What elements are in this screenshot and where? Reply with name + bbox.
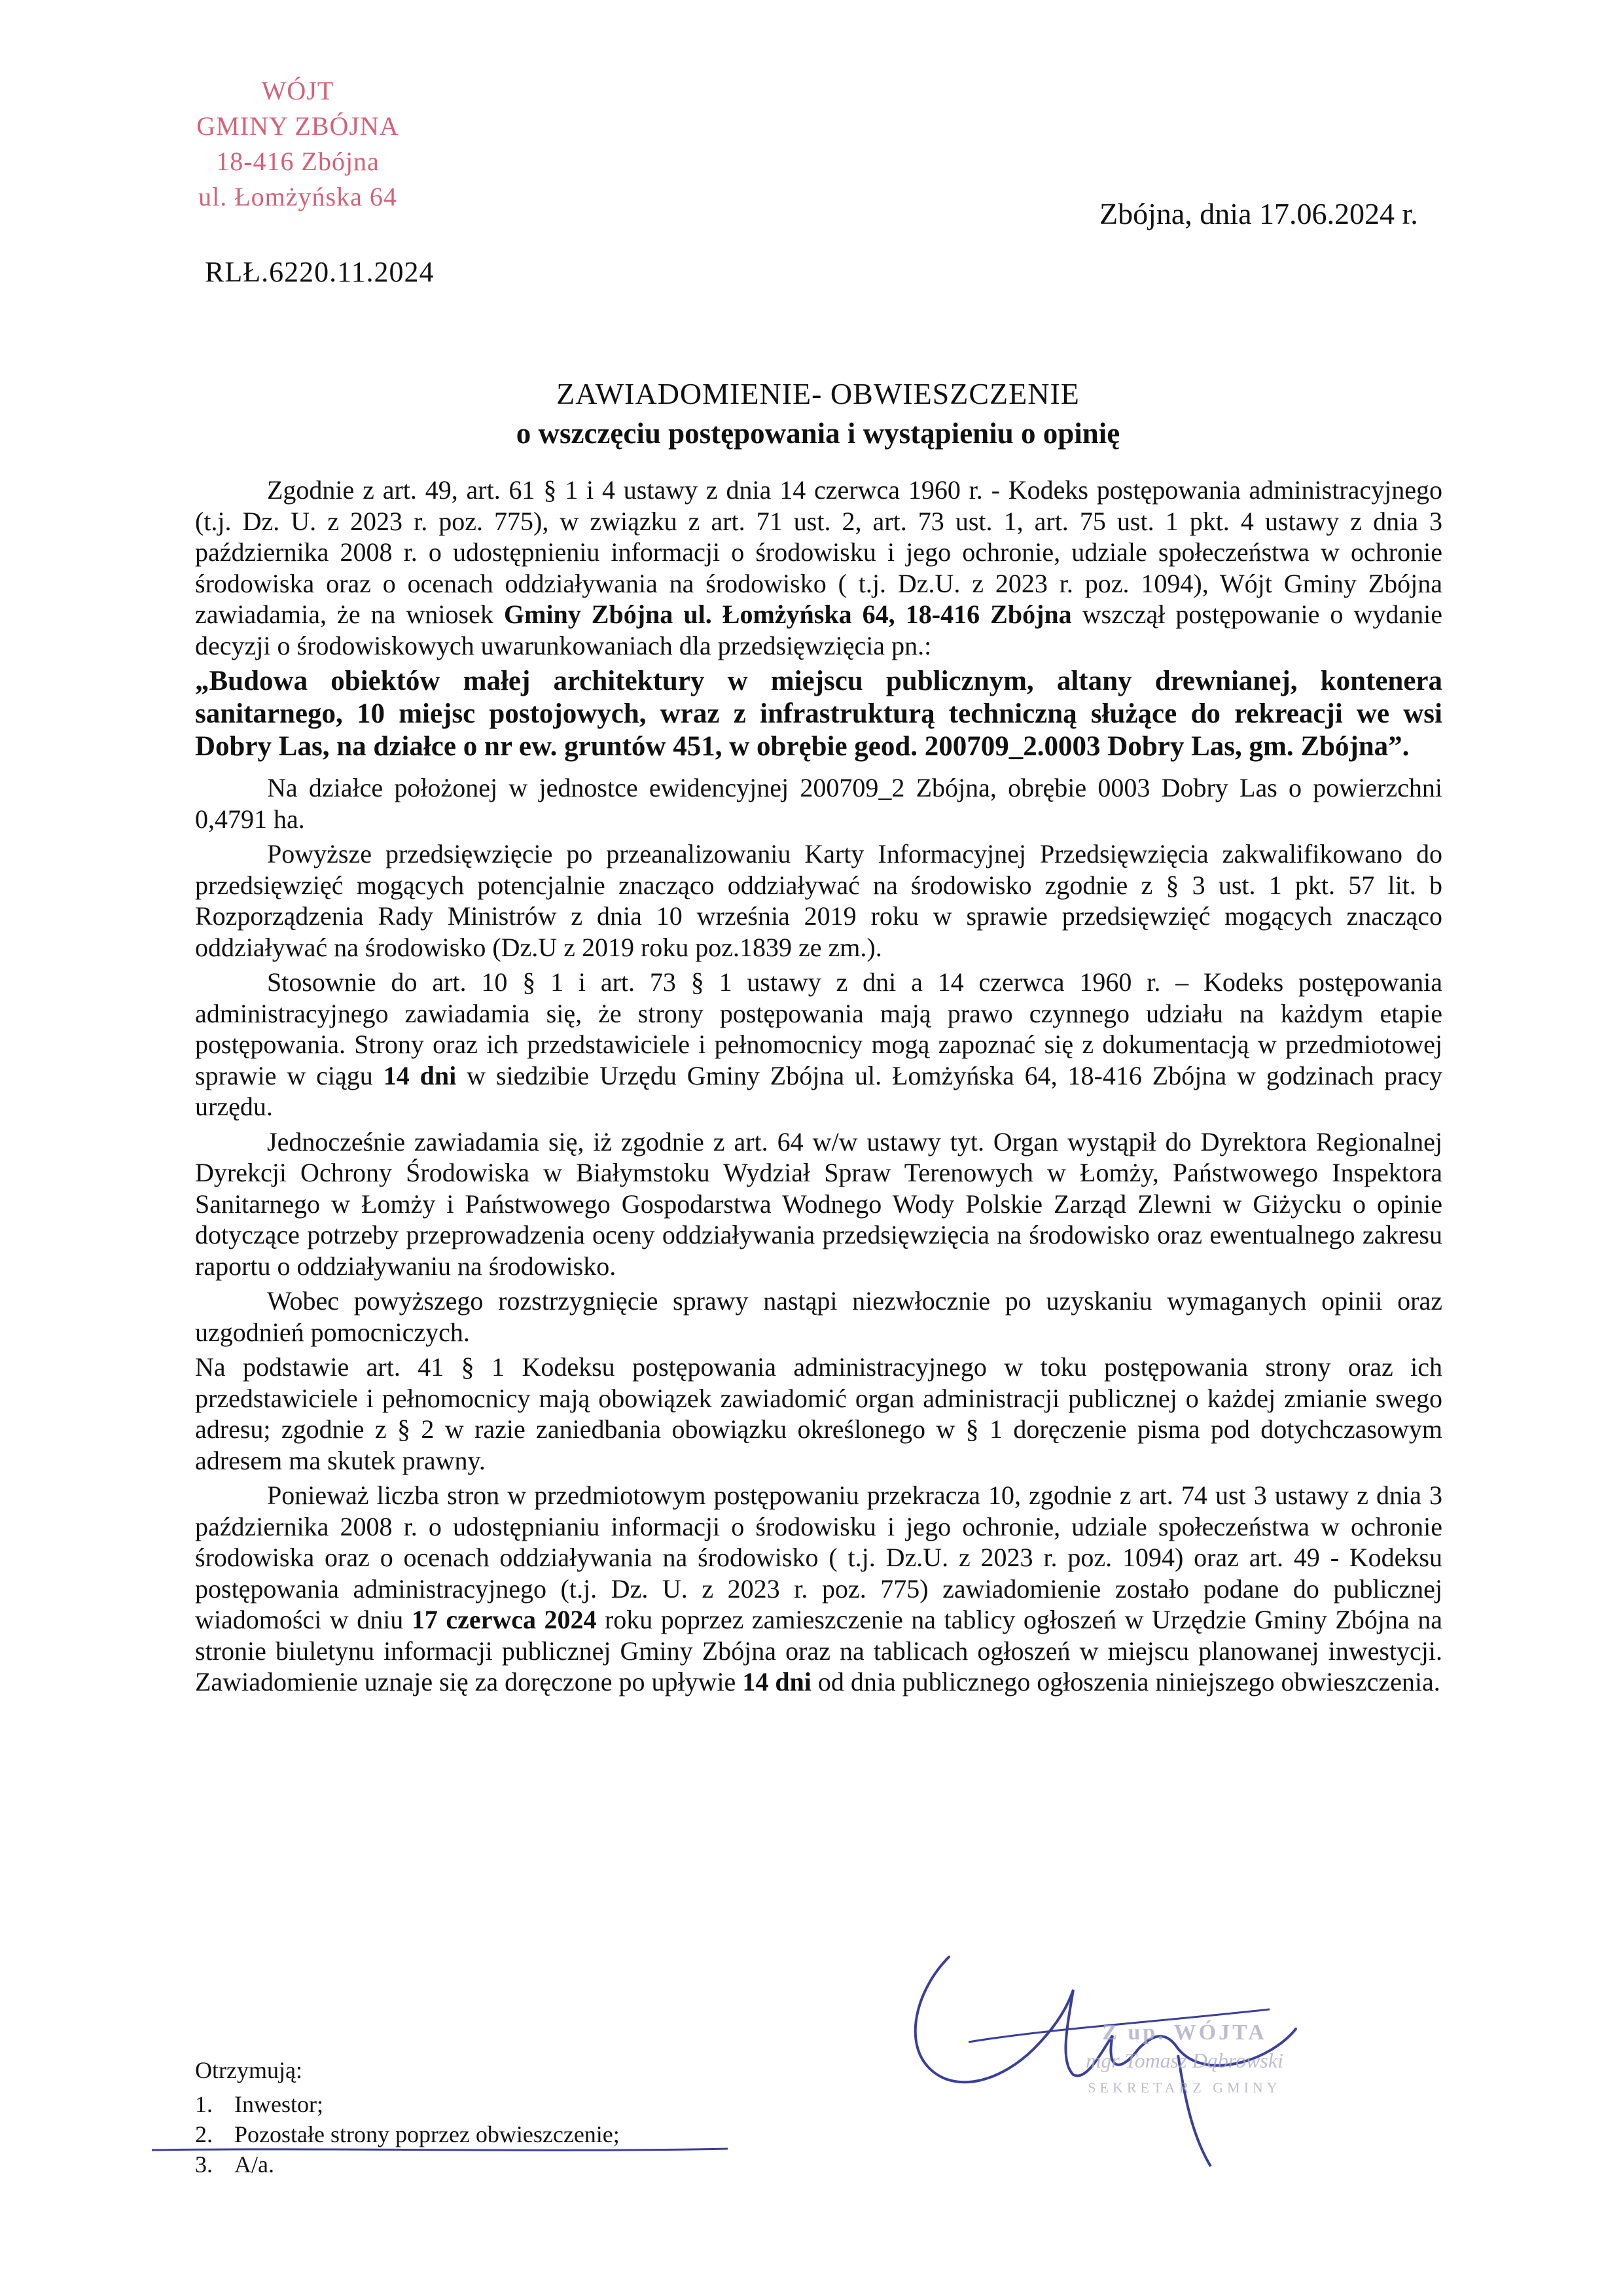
- deadline-bold: 14 dni: [383, 1060, 457, 1090]
- paragraph-plot: Na działce położonej w jednostce ewidencyjnej 200709_2 Zbójna, obrębie 0003 Dobry Las o powierzchni 0,4791 ha.: [195, 773, 1442, 834]
- text-run: Zgodnie z art. 49, art. 61 § 1 i 4 ustawy z dnia 14 czerwca 1960 r. - Kodeks postępowania administracyjnego (t.j. Dz. U. z 2023 r. poz. 775), w związku z art. 71 ust. 2, art. 73 ust. 1, art. 75 ust. 1 pkt. 4 ustawy z dnia 3 października 2008 r. o udostępnieniu informacji o środowisku i jego ochronie, udziale społeczeństwa w ochronie środowiska oraz o ocenach oddziaływania na środowisko ( t.j. Dz.U. z 2023 r. poz. 1094), Wójt Gminy Zbójna zawiadamia, że na wniosek: [195, 475, 1442, 629]
- text-run: w siedzibie Urzędu Gminy Zbójna ul. Łomżyńska 64, 18-416 Zbójna w godzinach pracy urzędu.: [195, 1060, 1442, 1121]
- recipients-block: [195, 2055, 620, 2179]
- deadline-bold: 14 dni: [742, 1667, 812, 1696]
- paragraph-publication: [195, 1480, 1442, 1698]
- document-date: Zbójna, dnia 17.06.2024 r.: [1099, 197, 1418, 230]
- item-text: Pozostałe strony poprzez obwieszczenie;: [234, 2121, 620, 2147]
- project-subject: „Budowa obiektów małej architektury w miejscu publicznym, altany drewnianej, kontenera sanitarnego, 10 miejsc postojowych, wraz z infrastrukturą techniczną służące do rekreacji we wsi Dobry Las, na działce o nr ew. gruntów 451, w obrębie geod. 200709_2.0003 Dobry Las, gm. Zbójna”.: [195, 666, 1442, 762]
- office-stamp: [167, 73, 429, 215]
- recipients-heading: Otrzymują:: [195, 2057, 302, 2083]
- item-number: 3.: [195, 2151, 213, 2178]
- recipients-list: [195, 2089, 620, 2179]
- item-number: 2.: [195, 2121, 213, 2147]
- paragraph-legal-basis: [195, 475, 1442, 661]
- signature-stamp: [1047, 2019, 1322, 2102]
- paragraph-opinions: Jednocześnie zawiadamia się, iż zgodnie z art. 64 w/w ustawy tyt. Organ wystąpił do Dyrektora Regionalnej Dyrekcji Ochrony Środowiska w Białymstoku Wydział Spraw Terenowych w Łomży, Państwowego Inspektora Sanitarnego w Łomży i Państwowego Gospodarstwa Wodnego Wody Polskie Zarząd Zlewni w Giżycku o opinie dotyczące potrzeby przeprowadzenia oceny oddziaływania przedsięwzięcia na środowisko oraz ewentualnego zakresu raportu o oddziaływaniu na środowisko.: [195, 1126, 1442, 1281]
- title-sub: o wszczęciu postępowania i wystąpieniu o opinię: [516, 417, 1120, 450]
- title-main: ZAWIADOMIENIE- OBWIESZCZENIE: [556, 377, 1080, 410]
- stamp-line-1: WÓJT: [261, 76, 334, 105]
- paragraph-rights: [195, 967, 1442, 1122]
- paragraph-address-change: Na podstawie art. 41 § 1 Kodeksu postępowania administracyjnego w toku postępowania strony oraz ich przedstawiciele i pełnomocnicy mają obowiązek zawiadomić organ administracji publicznej o każdej zmianie swego adresu; zgodnie z § 2 w razie zaniedbania obowiązku określonego w § 1 doręczenie pisma pod dotychczasowym adresem ma skutek prawny.: [195, 1352, 1442, 1475]
- signature-stamp-line-1: Z up. WÓJTA: [1102, 2020, 1267, 2045]
- handwritten-underline: [152, 2144, 741, 2160]
- text-run: Ponieważ liczba stron w przedmiotowym postępowaniu przekracza 10, zgodnie z art. 74 ust 3 ustawy z dnia 3 października 2008 r. o udostępnianiu informacji o środowisku i jego ochronie, udziale społeczeństwa w ochronie środowiska oraz o ocenach oddziaływania na środowisko ( t.j. Dz.U. z 2023 r. poz. 1094) oraz art. 49 - Kodeksu postępowania administracyjnego (t.j. Dz. U. z 2023 r. poz. 775) zawiadomienie zostało podane do publicznej wiadomości w dniu: [195, 1480, 1442, 1634]
- publication-date-bold: 17 czerwca 2024: [411, 1605, 597, 1634]
- item-text: A/a.: [234, 2151, 274, 2178]
- document-body: [195, 475, 1442, 1702]
- signature-stamp-line-3: SEKRETARZ GMINY: [1088, 2079, 1281, 2096]
- document-title: [196, 376, 1440, 450]
- signature-stamp-line-2: mgr Tomasz Dąbrowski: [1086, 2049, 1283, 2072]
- applicant-bold: Gminy Zbójna ul. Łomżyńska 64, 18-416 Zbójna: [503, 600, 1072, 629]
- text-run: od dnia publicznego ogłoszenia niniejszego obwieszczenia.: [811, 1667, 1440, 1696]
- recipient-item: [195, 2089, 620, 2119]
- stamp-line-4: ul. Łomżyńska 64: [198, 182, 397, 211]
- item-text: Inwestor;: [234, 2091, 323, 2117]
- item-number: 1.: [195, 2091, 213, 2117]
- stamp-line-2: GMINY ZBÓJNA: [196, 111, 399, 141]
- text-run: Stosownie do art. 10 § 1 i art. 73 § 1 ustawy z dni a 14 czerwca 1960 r. – Kodeks postępowania administracyjnego zawiadamia się, że strony postępowania mają prawo czynnego udziału na każdym etapie postępowania. Strony oraz ich przedstawiciele i pełnomocnicy mogą zapoznać się z dokumentacją w przedmiotowej sprawie w ciągu: [195, 967, 1442, 1090]
- stamp-line-3: 18-416 Zbójna: [216, 147, 380, 176]
- reference-number: RLŁ.6220.11.2024: [205, 256, 435, 288]
- paragraph-resolution: Wobec powyższego rozstrzygnięcie sprawy nastąpi niezwłocznie po uzyskaniu wymaganych opinii oraz uzgodnień pomocniczych.: [195, 1286, 1442, 1347]
- paragraph-qualification: Powyższe przedsięwzięcie po przeanalizowaniu Karty Informacyjnej Przedsięwzięcia zakwalifikowano do przedsięwzięć mogących potencjalnie znacząco oddziaływać na środowisko zgodnie z § 3 ust. 1 pkt. 57 lit. b Rozporządzenia Rady Ministrów z dnia 10 września 2019 roku w sprawie przedsięwzięć mogących znacząco oddziaływać na środowisko (Dz.U z 2019 roku poz.1839 ze zm.).: [195, 839, 1442, 962]
- text-run: wszczął postępowanie o wydanie decyzji o środowiskowych uwarunkowaniach dla przedsięwzięcia pn.:: [195, 600, 1443, 660]
- text-run: roku poprzez zamieszczenie na tablicy ogłoszeń w Urzędzie Gminy Zbójna na stronie biuletynu informacji publicznej Gminy Zbójna oraz na tablicach ogłoszeń w miejscu planowanej inwestycji. Zawiadomienie uznaje się za doręczone po upływie: [195, 1605, 1442, 1696]
